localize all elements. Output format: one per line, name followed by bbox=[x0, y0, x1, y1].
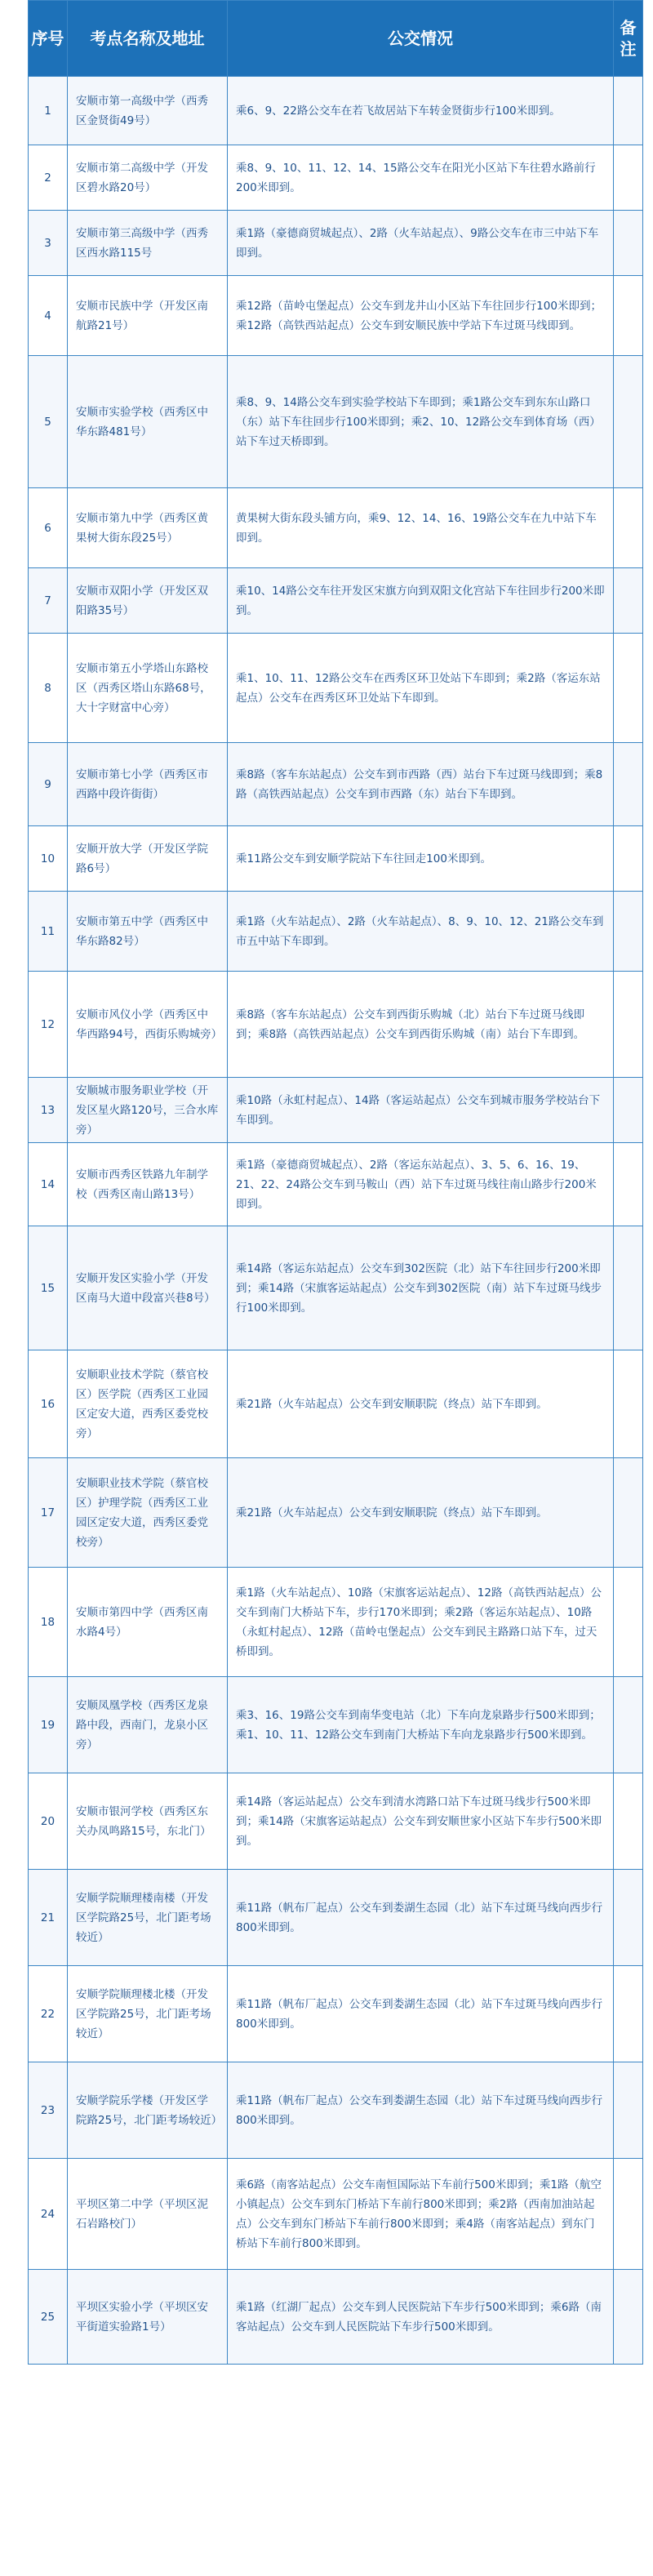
cell-remark bbox=[614, 488, 643, 568]
cell-name: 安顺凤凰学校（西秀区龙泉路中段，西南门，龙泉小区旁） bbox=[68, 1677, 228, 1773]
cell-no: 4 bbox=[29, 276, 68, 356]
table-row bbox=[29, 892, 643, 972]
cell-remark bbox=[614, 2159, 643, 2270]
table-row bbox=[29, 1078, 643, 1143]
cell-bus: 乘12路（苗岭屯堡起点）公交车到龙井山小区站下车往回步行100米即到；乘12路（高铁西站起点）公交车到安顺民族中学站下车过斑马线即到。 bbox=[228, 276, 614, 356]
table-row bbox=[29, 1458, 643, 1568]
cell-bus: 乘14路（客运东站起点）公交车到302医院（北）站下车往回步行200米即到；乘14路（宋旗客运站起点）公交车到302医院（南）站下车过斑马线步行100米即到。 bbox=[228, 1226, 614, 1350]
cell-bus: 乘21路（火车站起点）公交车到安顺职院（终点）站下车即到。 bbox=[228, 1350, 614, 1458]
header-no: 序号 bbox=[29, 1, 68, 77]
cell-remark bbox=[614, 2062, 643, 2159]
cell-no: 13 bbox=[29, 1078, 68, 1143]
cell-no: 16 bbox=[29, 1350, 68, 1458]
cell-remark bbox=[614, 972, 643, 1078]
table-row bbox=[29, 356, 643, 488]
cell-name: 平坝区第二中学（平坝区泥石岩路校门） bbox=[68, 2159, 228, 2270]
cell-no: 9 bbox=[29, 743, 68, 826]
cell-remark bbox=[614, 826, 643, 892]
cell-no: 5 bbox=[29, 356, 68, 488]
cell-name: 平坝区实验小学（平坝区安平街道实验路1号） bbox=[68, 2270, 228, 2365]
table-row bbox=[29, 2270, 643, 2365]
cell-remark bbox=[614, 634, 643, 743]
table-row bbox=[29, 276, 643, 356]
table-row bbox=[29, 2062, 643, 2159]
cell-name: 安顺职业技术学院（蔡官校区）护理学院（西秀区工业园区定安大道，西秀区委党校旁） bbox=[68, 1458, 228, 1568]
cell-bus: 乘8、9、10、11、12、14、15路公交车在阳光小区站下车往碧水路前行200米即到。 bbox=[228, 145, 614, 211]
cell-no: 24 bbox=[29, 2159, 68, 2270]
cell-remark bbox=[614, 892, 643, 972]
table-row bbox=[29, 568, 643, 634]
cell-name: 安顺城市服务职业学校（开发区星火路120号，三合水库旁） bbox=[68, 1078, 228, 1143]
cell-bus: 乘6、9、22路公交车在若飞故居站下车转金贤街步行100米即到。 bbox=[228, 77, 614, 145]
header-name: 考点名称及地址 bbox=[68, 1, 228, 77]
cell-bus: 乘11路（帆布厂起点）公交车到娄湖生态园（北）站下车过斑马线向西步行800米即到。 bbox=[228, 2062, 614, 2159]
cell-bus: 乘1路（红湖厂起点）公交车到人民医院站下车步行500米即到；乘6路（南客站起点）公交车到人民医院站下车步行500米即到。 bbox=[228, 2270, 614, 2365]
cell-name: 安顺市第四中学（西秀区南水路4号） bbox=[68, 1568, 228, 1677]
table-row bbox=[29, 2159, 643, 2270]
cell-name: 安顺市第一高级中学（西秀区金贤街49号） bbox=[68, 77, 228, 145]
cell-remark bbox=[614, 356, 643, 488]
table-row bbox=[29, 77, 643, 145]
cell-bus: 乘1路（火车站起点）、2路（火车站起点）、8、9、10、12、21路公交车到市五中站下车即到。 bbox=[228, 892, 614, 972]
cell-bus: 乘14路（客运站起点）公交车到清水湾路口站下车过斑马线步行500米即到；乘14路（宋旗客运站起点）公交车到安顺世家小区站下车步行500米即到。 bbox=[228, 1773, 614, 1870]
cell-name: 安顺市银河学校（西秀区东关办凤鸣路15号，东北门） bbox=[68, 1773, 228, 1870]
cell-no: 10 bbox=[29, 826, 68, 892]
cell-no: 2 bbox=[29, 145, 68, 211]
cell-name: 安顺市第七小学（西秀区市西路中段许街街） bbox=[68, 743, 228, 826]
cell-no: 12 bbox=[29, 972, 68, 1078]
cell-no: 21 bbox=[29, 1870, 68, 1966]
table-row bbox=[29, 1966, 643, 2062]
cell-bus: 乘8路（客车东站起点）公交车到市西路（西）站台下车过斑马线即到；乘8路（高铁西站起点）公交车到市西路（东）站台下车即到。 bbox=[228, 743, 614, 826]
cell-no: 15 bbox=[29, 1226, 68, 1350]
cell-no: 18 bbox=[29, 1568, 68, 1677]
cell-no: 19 bbox=[29, 1677, 68, 1773]
table-row bbox=[29, 1677, 643, 1773]
table-row bbox=[29, 1350, 643, 1458]
cell-bus: 乘10路（永虹村起点）、14路（客运站起点）公交车到城市服务学校站台下车即到。 bbox=[228, 1078, 614, 1143]
table-row bbox=[29, 1568, 643, 1677]
cell-bus: 乘8路（客车东站起点）公交车到西街乐购城（北）站台下车过斑马线即到；乘8路（高铁西站起点）公交车到西街乐购城（南）站台下车即到。 bbox=[228, 972, 614, 1078]
cell-no: 22 bbox=[29, 1966, 68, 2062]
cell-remark bbox=[614, 211, 643, 276]
cell-bus: 乘11路（帆布厂起点）公交车到娄湖生态园（北）站下车过斑马线向西步行800米即到。 bbox=[228, 1870, 614, 1966]
cell-remark bbox=[614, 1078, 643, 1143]
cell-no: 1 bbox=[29, 77, 68, 145]
cell-remark bbox=[614, 743, 643, 826]
cell-no: 17 bbox=[29, 1458, 68, 1568]
cell-name: 安顺市双阳小学（开发区双阳路35号） bbox=[68, 568, 228, 634]
cell-bus: 乘21路（火车站起点）公交车到安顺职院（终点）站下车即到。 bbox=[228, 1458, 614, 1568]
exam-site-table bbox=[28, 0, 643, 2365]
cell-bus: 乘6路（南客站起点）公交车南恒国际站下车前行500米即到；乘1路（航空小镇起点）公交车到东门桥站下车前行800米即到；乘2路（西南加油站起点）公交车到东门桥站下车前行800米即到；乘4路（南客站起点）到东门桥站下车前行800米即到。 bbox=[228, 2159, 614, 2270]
cell-remark bbox=[614, 1350, 643, 1458]
cell-name: 安顺市第五中学（西秀区中华东路82号） bbox=[68, 892, 228, 972]
cell-no: 11 bbox=[29, 892, 68, 972]
cell-bus: 乘1路（火车站起点）、10路（宋旗客运站起点）、12路（高铁西站起点）公交车到南门大桥站下车，步行170米即到；乘2路（客运东站起点）、10路（永虹村起点）、12路（苗岭屯堡起点）公交车到民主路路口站下车，过天桥即到。 bbox=[228, 1568, 614, 1677]
table-row bbox=[29, 1773, 643, 1870]
cell-bus: 乘1、10、11、12路公交车在西秀区环卫处站下车即到；乘2路（客运东站起点）公交车在西秀区环卫处站下车即到。 bbox=[228, 634, 614, 743]
cell-no: 14 bbox=[29, 1143, 68, 1226]
cell-no: 20 bbox=[29, 1773, 68, 1870]
cell-bus: 乘11路（帆布厂起点）公交车到娄湖生态园（北）站下车过斑马线向西步行800米即到。 bbox=[228, 1966, 614, 2062]
table-row bbox=[29, 1143, 643, 1226]
cell-no: 3 bbox=[29, 211, 68, 276]
cell-remark bbox=[614, 1568, 643, 1677]
cell-remark bbox=[614, 1870, 643, 1966]
header-bus: 公交情况 bbox=[228, 1, 614, 77]
cell-bus: 黄果树大街东段头铺方向，乘9、12、14、16、19路公交车在九中站下车即到。 bbox=[228, 488, 614, 568]
cell-no: 7 bbox=[29, 568, 68, 634]
cell-name: 安顺开发区实验小学（开发区南马大道中段富兴巷8号） bbox=[68, 1226, 228, 1350]
table-body bbox=[29, 77, 643, 2365]
cell-bus: 乘8、9、14路公交车到实验学校站下车即到；乘1路公交车到东东山路口（东）站下车往回步行100米即到；乘2、10、12路公交车到体育场（西）站下车过天桥即到。 bbox=[228, 356, 614, 488]
cell-remark bbox=[614, 568, 643, 634]
cell-name: 安顺市民族中学（开发区南航路21号） bbox=[68, 276, 228, 356]
table-row bbox=[29, 145, 643, 211]
cell-remark bbox=[614, 1677, 643, 1773]
exam-site-table-container bbox=[28, 0, 642, 2365]
table-row bbox=[29, 972, 643, 1078]
cell-name: 安顺市西秀区铁路九年制学校（西秀区南山路13号） bbox=[68, 1143, 228, 1226]
table-row bbox=[29, 488, 643, 568]
table-header-row bbox=[29, 1, 643, 77]
cell-name: 安顺学院顺理楼北楼（开发区学院路25号，北门距考场较近） bbox=[68, 1966, 228, 2062]
cell-no: 6 bbox=[29, 488, 68, 568]
cell-no: 8 bbox=[29, 634, 68, 743]
cell-bus: 乘3、16、19路公交车到南华变电站（北）下车向龙泉路步行500米即到；乘1、10、11、12路公交车到南门大桥站下车向龙泉路步行500米即到。 bbox=[228, 1677, 614, 1773]
cell-remark bbox=[614, 1143, 643, 1226]
table-row bbox=[29, 211, 643, 276]
cell-remark bbox=[614, 1966, 643, 2062]
table-row bbox=[29, 634, 643, 743]
cell-bus: 乘1路（豪德商贸城起点）、2路（客运东站起点）、3、5、6、16、19、21、22、24路公交车到马鞍山（西）站下车过斑马线往南山路步行200米即到。 bbox=[228, 1143, 614, 1226]
cell-name: 安顺市第二高级中学（开发区碧水路20号） bbox=[68, 145, 228, 211]
cell-name: 安顺市第九中学（西秀区黄果树大街东段25号） bbox=[68, 488, 228, 568]
cell-name: 安顺学院顺理楼南楼（开发区学院路25号，北门距考场较近） bbox=[68, 1870, 228, 1966]
table-row bbox=[29, 743, 643, 826]
header-remark: 备注 bbox=[614, 1, 643, 77]
table-row bbox=[29, 1870, 643, 1966]
cell-name: 安顺市实验学校（西秀区中华东路481号） bbox=[68, 356, 228, 488]
cell-remark bbox=[614, 145, 643, 211]
cell-remark bbox=[614, 1458, 643, 1568]
cell-remark bbox=[614, 1226, 643, 1350]
cell-remark bbox=[614, 2270, 643, 2365]
cell-bus: 乘11路公交车到安顺学院站下车往回走100米即到。 bbox=[228, 826, 614, 892]
cell-name: 安顺市第五小学塔山东路校区（西秀区塔山东路68号，大十字财富中心旁） bbox=[68, 634, 228, 743]
cell-name: 安顺开放大学（开发区学院路6号） bbox=[68, 826, 228, 892]
cell-remark bbox=[614, 1773, 643, 1870]
cell-name: 安顺学院乐学楼（开发区学院路25号，北门距考场较近） bbox=[68, 2062, 228, 2159]
cell-remark bbox=[614, 77, 643, 145]
cell-name: 安顺市风仪小学（西秀区中华西路94号，西街乐购城旁） bbox=[68, 972, 228, 1078]
cell-no: 23 bbox=[29, 2062, 68, 2159]
cell-bus: 乘1路（豪德商贸城起点）、2路（火车站起点）、9路公交车在市三中站下车即到。 bbox=[228, 211, 614, 276]
cell-no: 25 bbox=[29, 2270, 68, 2365]
cell-remark bbox=[614, 276, 643, 356]
cell-bus: 乘10、14路公交车往开发区宋旗方向到双阳文化宫站下车往回步行200米即到。 bbox=[228, 568, 614, 634]
cell-name: 安顺职业技术学院（蔡官校区）医学院（西秀区工业园区定安大道，西秀区委党校旁） bbox=[68, 1350, 228, 1458]
table-row bbox=[29, 1226, 643, 1350]
table-row bbox=[29, 826, 643, 892]
cell-name: 安顺市第三高级中学（西秀区西水路115号 bbox=[68, 211, 228, 276]
